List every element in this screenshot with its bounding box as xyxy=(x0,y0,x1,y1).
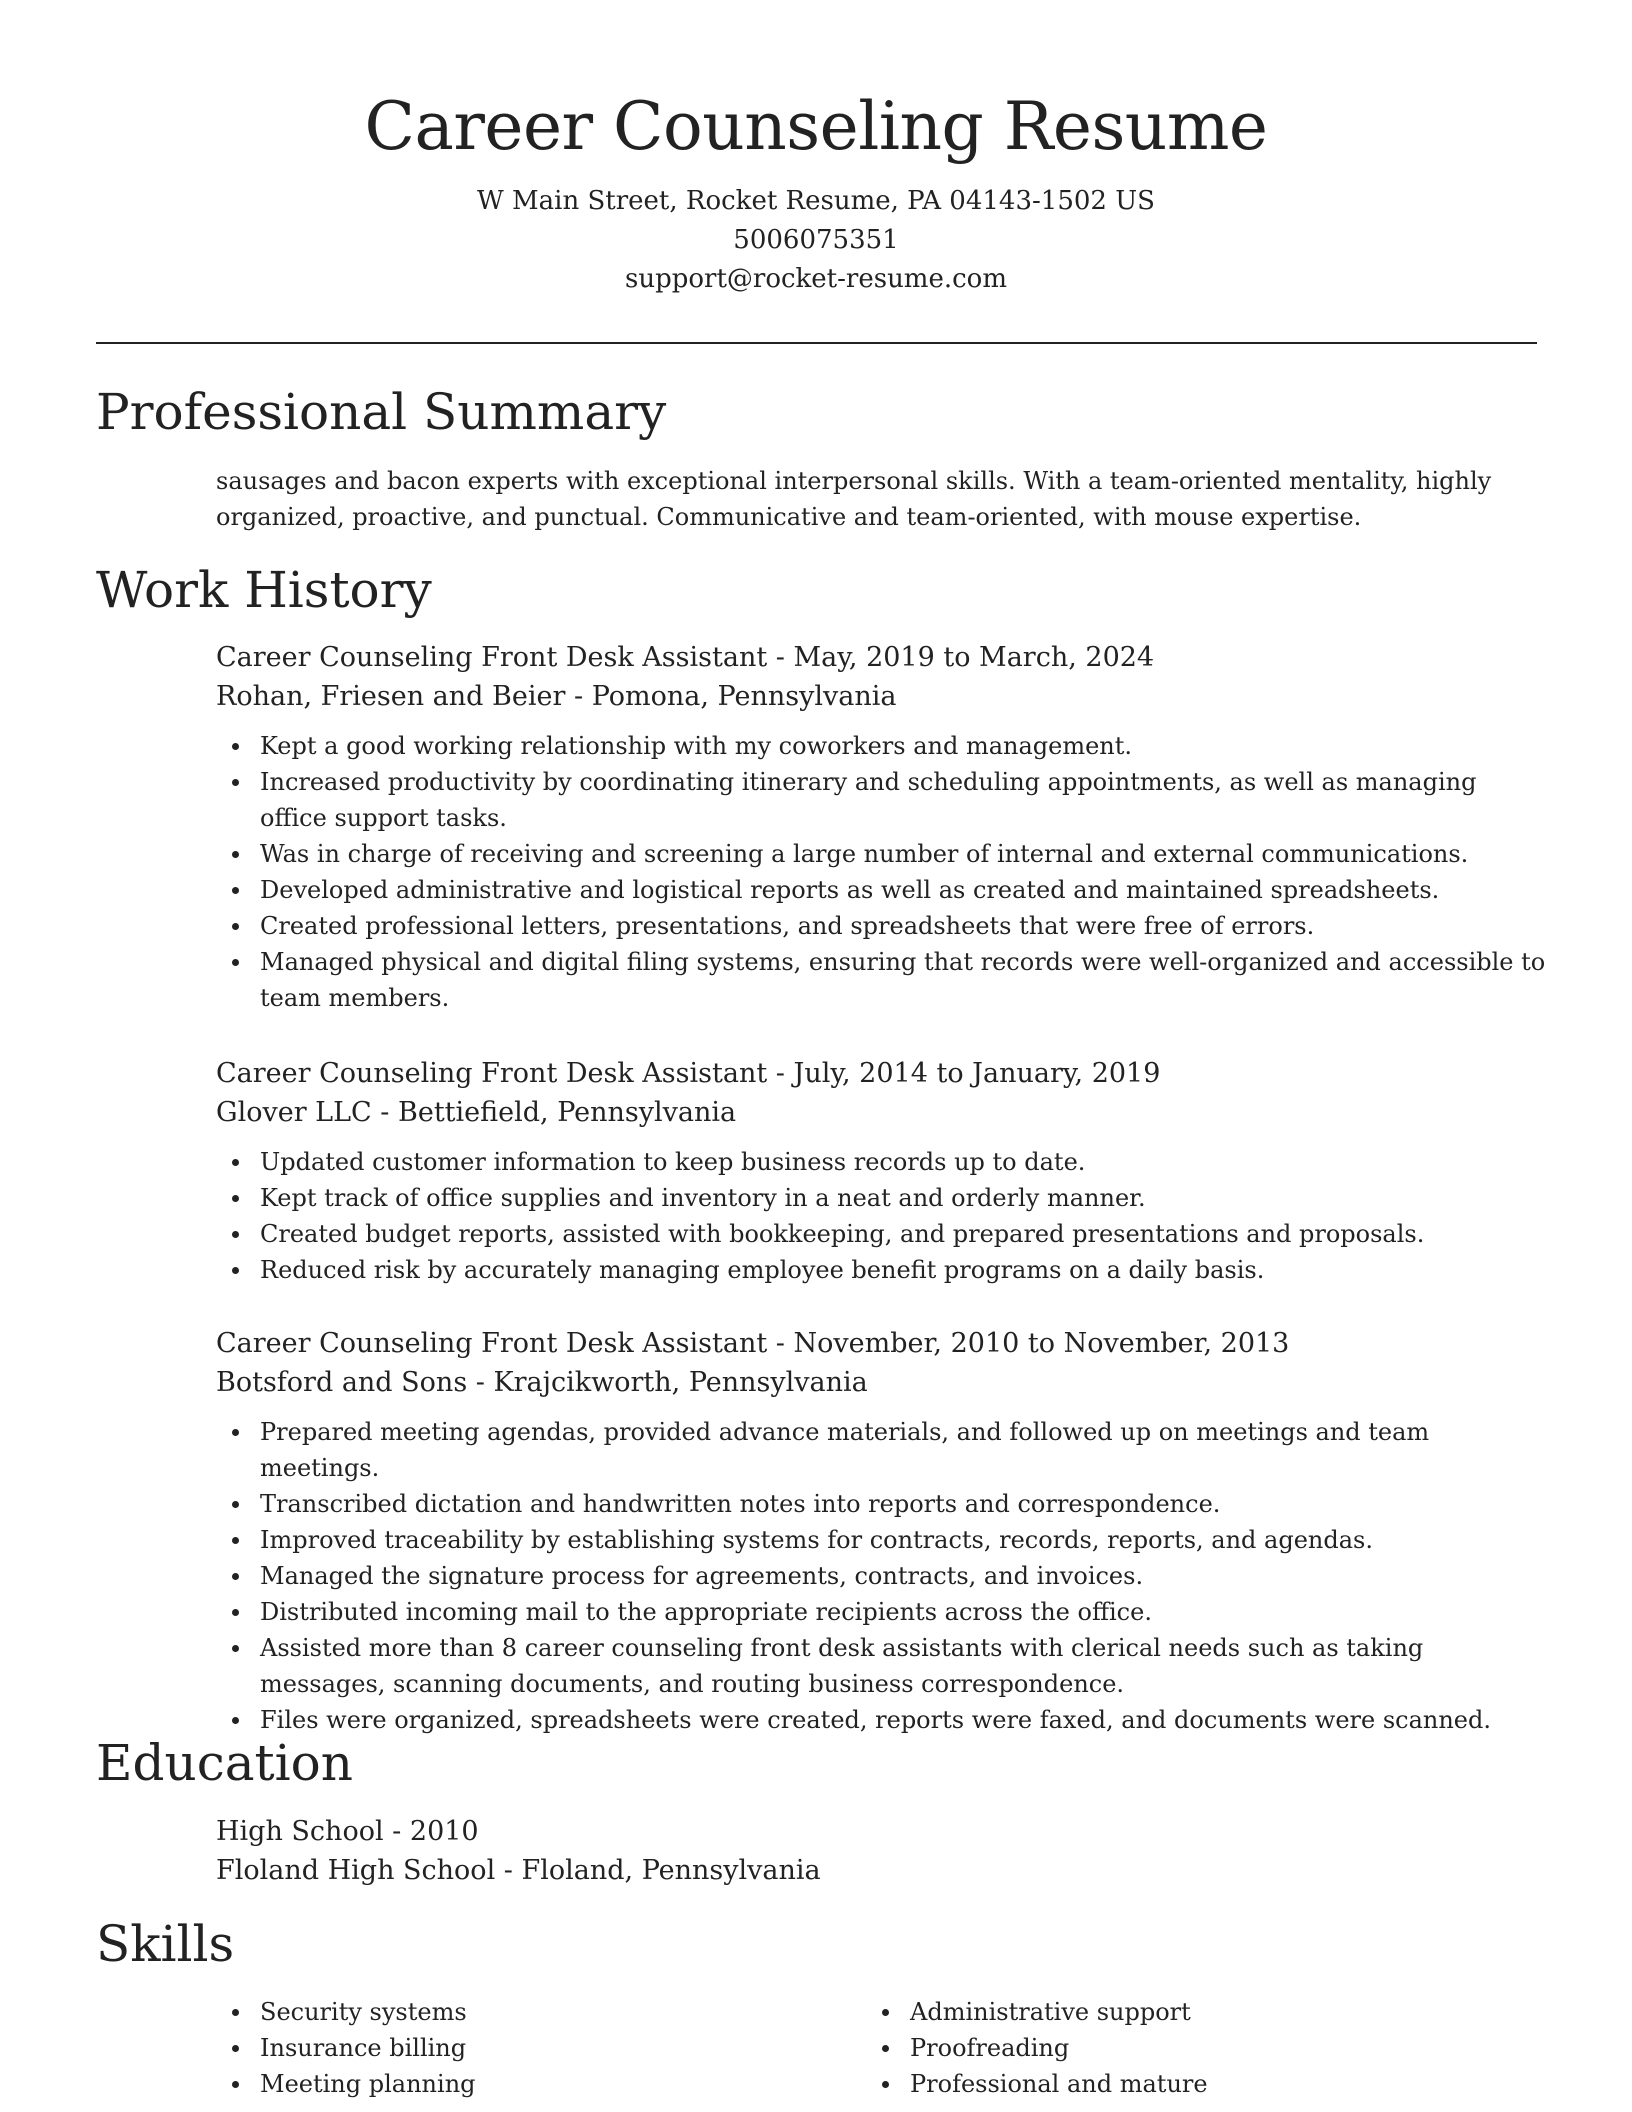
list-item: Improved traceability by establishing systems for contracts, records, reports, and agendas. xyxy=(216,1522,1546,1558)
list-item: Assisted more than 8 career counseling front desk assistants with clerical needs such as taking messages, scanning documents, and routing business correspondence. xyxy=(216,1630,1546,1702)
job-title: Career Counseling Front Desk Assistant xyxy=(216,1058,768,1089)
education-heading: Education xyxy=(96,1734,353,1792)
list-item: Was in charge of receiving and screening a large number of internal and external communications. xyxy=(216,836,1546,872)
list-item: Kept track of office supplies and inventory in a neat and orderly manner. xyxy=(216,1180,1546,1216)
skills-list xyxy=(866,1994,1486,2102)
job-dates: November, 2010 to November, 2013 xyxy=(793,1328,1290,1359)
list-item: Files were organized, spreadsheets were created, reports were faxed, and documents were scanned. xyxy=(216,1702,1546,1738)
company-location: Bettiefield, Pennsylvania xyxy=(398,1097,737,1128)
summary-section xyxy=(216,463,1546,535)
school-name: Floland High School xyxy=(216,1855,496,1886)
resume-header xyxy=(0,0,1632,299)
company-name: Botsford and Sons xyxy=(216,1367,468,1398)
list-item: Prepared meeting agendas, provided advance materials, and followed up on meetings and team meetings. xyxy=(216,1414,1546,1486)
skill-item: Insurance billing xyxy=(216,2030,836,2066)
list-item: Updated customer information to keep business records up to date. xyxy=(216,1144,1546,1180)
header-divider xyxy=(96,342,1537,344)
list-item: Increased productivity by coordinating itinerary and scheduling appointments, as well as managing office support tasks. xyxy=(216,764,1546,836)
school-line xyxy=(216,1851,1546,1890)
skill-item: Proofreading xyxy=(866,2030,1486,2066)
education-entry xyxy=(216,1812,1546,1890)
job-entry xyxy=(216,1054,1546,1288)
address: W Main Street, Rocket Resume, PA 04143-1502 US xyxy=(477,186,1155,216)
job-title-line xyxy=(216,638,1546,677)
separator: - xyxy=(371,1097,398,1128)
contact-info xyxy=(0,182,1632,299)
job-duties-list xyxy=(216,728,1546,1016)
skills-heading: Skills xyxy=(96,1915,235,1973)
job-dates: May, 2019 to March, 2024 xyxy=(793,642,1155,673)
skill-item: Security systems xyxy=(216,1994,836,2030)
graduation-year: 2010 xyxy=(409,1816,479,1847)
school-location: Floland, Pennsylvania xyxy=(521,1855,821,1886)
job-title: Career Counseling Front Desk Assistant xyxy=(216,1328,768,1359)
skill-item: Meeting planning xyxy=(216,2066,836,2102)
resume-title: Career Counseling Resume xyxy=(364,88,1268,165)
summary-text: sausages and bacon experts with exceptional interpersonal skills. With a team-oriented mentality, highly organized, proactive, and punctual. Communicative and team-oriented, with mouse expertise. xyxy=(216,467,1492,531)
list-item: Managed the signature process for agreements, contracts, and invoices. xyxy=(216,1558,1546,1594)
skill-item: Professional and mature xyxy=(866,2066,1486,2102)
skills-section xyxy=(216,1994,1546,2112)
job-entry xyxy=(216,638,1546,1016)
work-history-heading: Work History xyxy=(96,561,432,619)
list-item: Created professional letters, presentations, and spreadsheets that were free of errors. xyxy=(216,908,1546,944)
job-duties-list xyxy=(216,1144,1546,1288)
job-company-line xyxy=(216,1093,1546,1132)
skill-item: Administrative support xyxy=(866,1994,1486,2030)
degree: High School xyxy=(216,1816,384,1847)
company-name: Glover LLC xyxy=(216,1097,372,1128)
separator: - xyxy=(383,1816,410,1847)
job-duties-list xyxy=(216,1414,1546,1738)
list-item: Kept a good working relationship with my coworkers and management. xyxy=(216,728,1546,764)
list-item: Reduced risk by accurately managing employee benefit programs on a daily basis. xyxy=(216,1252,1546,1288)
list-item: Transcribed dictation and handwritten notes into reports and correspondence. xyxy=(216,1486,1546,1522)
job-title-line xyxy=(216,1324,1546,1363)
list-item: Distributed incoming mail to the appropriate recipients across the office. xyxy=(216,1594,1546,1630)
phone-number: 5006075351 xyxy=(733,225,899,255)
skills-column-right xyxy=(866,1994,1486,2102)
job-title: Career Counseling Front Desk Assistant xyxy=(216,642,768,673)
separator: - xyxy=(767,1328,794,1359)
separator: - xyxy=(495,1855,522,1886)
list-item: Created budget reports, assisted with bookkeeping, and prepared presentations and proposals. xyxy=(216,1216,1546,1252)
company-location: Krajcikworth, Pennsylvania xyxy=(493,1367,868,1398)
company-location: Pomona, Pennsylvania xyxy=(591,681,897,712)
skills-column-left xyxy=(216,1994,836,2102)
separator: - xyxy=(767,642,794,673)
company-name: Rohan, Friesen and Beier xyxy=(216,681,566,712)
job-company-line xyxy=(216,677,1546,716)
skills-list xyxy=(216,1994,836,2102)
separator: - xyxy=(565,681,592,712)
job-company-line xyxy=(216,1363,1546,1402)
list-item: Developed administrative and logistical reports as well as created and maintained spreadsheets. xyxy=(216,872,1546,908)
degree-line xyxy=(216,1812,1546,1851)
summary-heading: Professional Summary xyxy=(96,383,667,441)
job-entry xyxy=(216,1324,1546,1738)
separator: - xyxy=(467,1367,494,1398)
separator: - xyxy=(767,1058,794,1089)
email-address: support@rocket-resume.com xyxy=(624,264,1007,294)
job-dates: July, 2014 to January, 2019 xyxy=(793,1058,1161,1089)
list-item: Managed physical and digital filing systems, ensuring that records were well-organized and accessible to team members. xyxy=(216,944,1546,1016)
job-title-line xyxy=(216,1054,1546,1093)
